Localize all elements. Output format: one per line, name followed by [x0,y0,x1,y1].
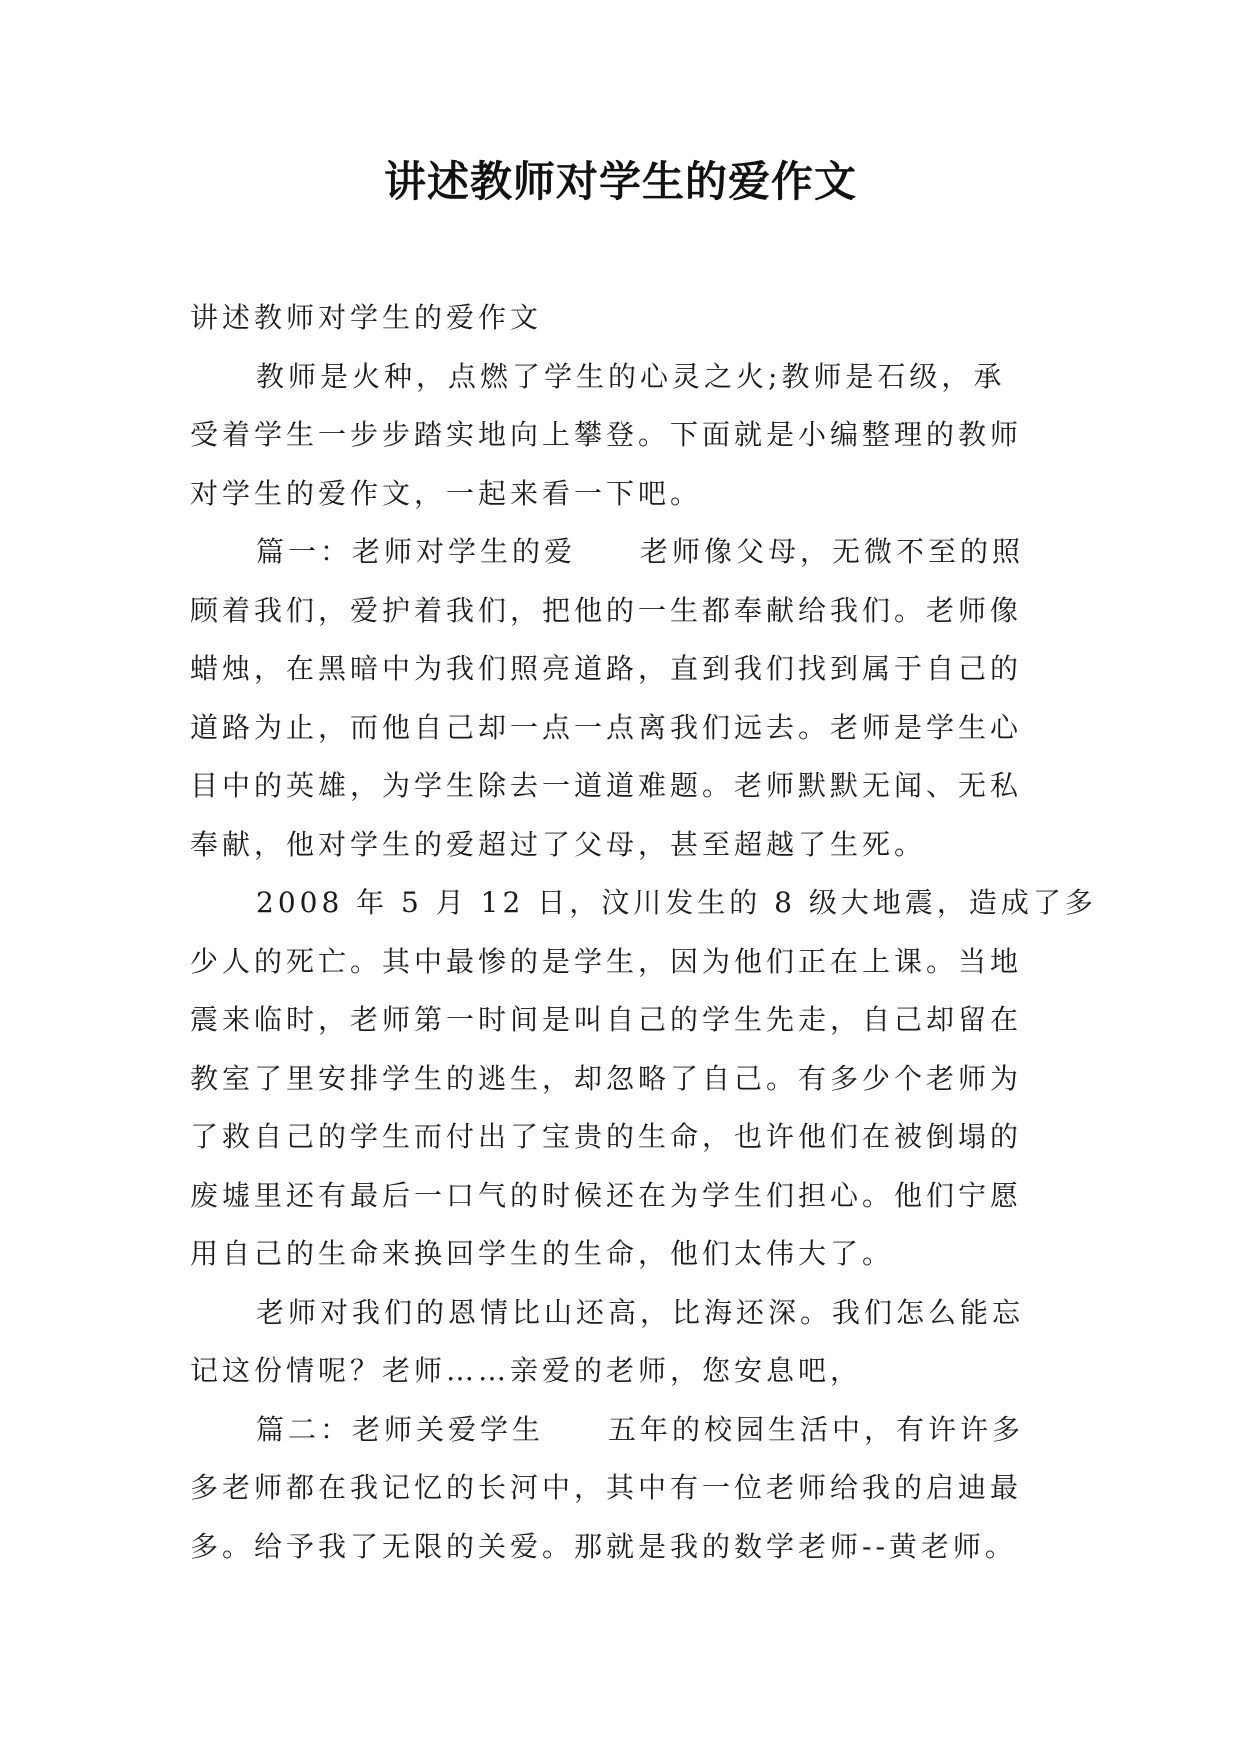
body-line [190,1050,1060,1109]
line-text: 五年的校园生活中，有许许多 [608,1412,1025,1446]
body-line [190,348,1060,407]
body-line [190,1518,1060,1577]
line-text: 道路为止，而他自己却一点一点离我们远去。老师是学生心 [190,710,1023,744]
body-line [190,640,1060,699]
body-line [190,582,1060,641]
line-text: 对学生的爱作文，一起来看一下吧。 [190,476,703,510]
body-line [190,933,1060,992]
line-text: 奉献，他对学生的爱超过了父母，甚至超越了生死。 [190,827,927,861]
line-text: 记这份情呢？老师……亲爱的老师，您安息吧， [190,1354,863,1387]
body-line [190,1108,1060,1167]
body-line [190,874,1097,933]
line-text: 讲述教师对学生的爱作文 [190,301,543,334]
body-line [190,699,1060,758]
line-text: 废墟里还有最后一口气的时候还在为学生们担心。他们宁愿 [190,1178,1023,1212]
body-line [190,465,1060,524]
body-line [190,1401,1060,1460]
line-text: 了救自己的学生而付出了宝贵的生命，也许他们在被倒塌的 [190,1120,1023,1153]
body-line [190,991,1060,1050]
line-text: 少人的死亡。其中最惨的是学生，因为他们正在上课。当地 [190,944,1023,978]
body-line [190,1459,1060,1518]
body-line [190,757,1060,816]
line-text: 顾着我们，爱护着我们，把他的一生都奉献给我们。老师像 [190,593,1023,627]
body-line [190,1225,1060,1284]
line-text: 用自己的生命来换回学生的生命，他们太伟大了。 [190,1237,895,1270]
line-text: 多。给予我了无限的关爱。那就是我的数学老师--黄老师。 [190,1529,1017,1563]
line-text: 老师对我们的恩情比山还高，比海还深。我们怎么能忘 [256,1295,1025,1329]
body-line [190,1284,1060,1343]
line-text: 教师是火种，点燃了学生的心灵之火;教师是石级，承 [256,359,1006,393]
body-line [190,406,1060,465]
section-heading: 篇二：老师关爱学生 [256,1412,545,1446]
body-line [190,1342,1060,1401]
body-line [190,523,1060,582]
document-body [190,289,1097,1576]
line-text: 震来临时，老师第一时间是叫自己的学生先走，自己却留在 [190,1003,1023,1036]
line-text: 教室了里安排学生的逃生，却忽略了自己。有多少个老师为 [190,1061,1023,1095]
section-heading: 篇一：老师对学生的爱 [256,535,577,568]
line-text: 多老师都在我记忆的长河中，其中有一位老师给我的启迪最 [190,1471,1023,1504]
document-title: 讲述教师对学生的爱作文 [383,157,857,206]
line-text: 老师像父母，无微不至的照 [640,535,1025,568]
line-text: 受着学生一步步踏实地向上攀登。下面就是小编整理的教师 [190,418,1023,451]
body-line [190,289,1060,348]
body-line [190,1167,1060,1226]
body-line [190,816,1060,875]
line-text: 蜡烛，在黑暗中为我们照亮道路，直到我们找到属于自己的 [190,652,1023,685]
line-text: 2008 年 5 月 12 日，汶川发生的 8 级大地震，造成了多 [256,886,1097,919]
line-text: 目中的英雄，为学生除去一道道难题。老师默默无闻、无私 [190,769,1023,802]
